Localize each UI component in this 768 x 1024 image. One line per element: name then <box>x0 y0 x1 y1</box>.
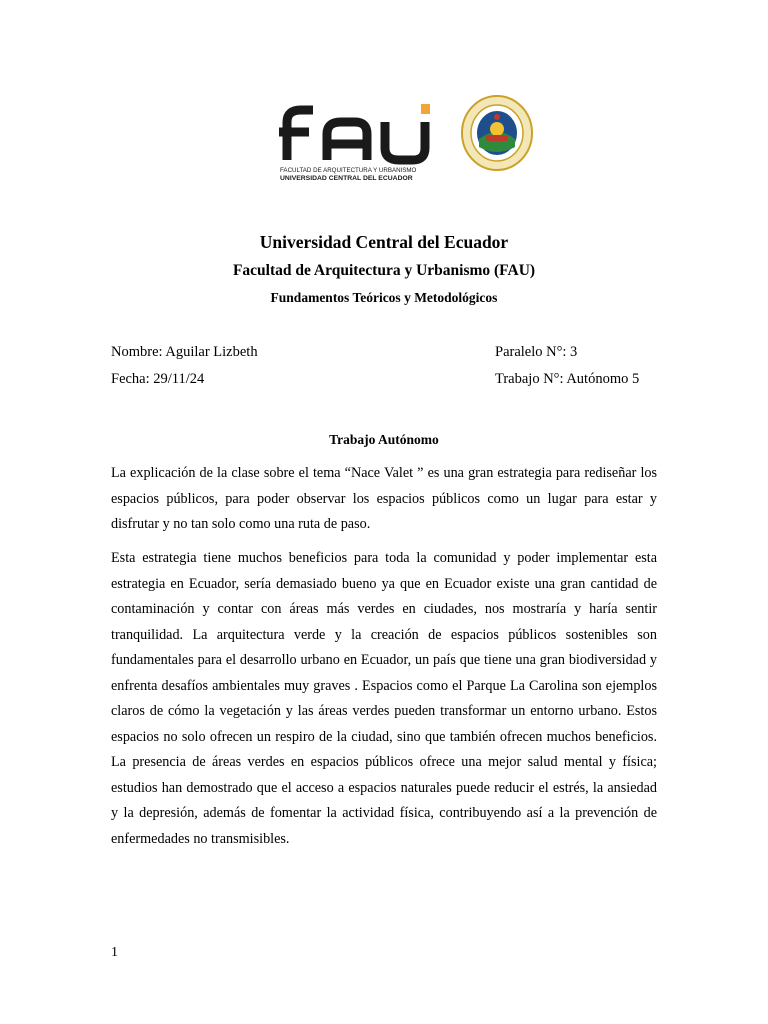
paragraph-2: Esta estrategia tiene muchos beneficios para toda la comunidad y poder implementar esta estrategia en Ecuador, sería demasiado bueno ya que en Ecuador existe una gran cantidad de contaminación y contar con áreas más verdes en ciudades, nos mostraría y haría sentir tranquilidad. La arquitectura verde y la creación de espacios públicos sostenibles son fundamentales para el desarrollo urbano en Ecuador, un país que tiene una gran biodiversidad y enfrenta desafíos ambientales muy graves . Espacios como el Parque La Carolina son ejemplos claros de cómo la vegetación y las áreas verdes pueden transformar un entorno urbano. Estos espacios no solo ofrecen un respiro de la ciudad, sino que también ofrecen muchos beneficios. La presencia de áreas verdes en espacios públicos ofrece una mejor salud mental y física; estudios han demostrado que el acceso a espacios naturales puede reducir el estrés, la ansiedad y la depresión, además de fomentar la actividad física, contribuyendo así a la prevención de enfermedades no transmisibles. <box>111 550 657 847</box>
faculty-subtitle: Facultad de Arquitectura y Urbanismo (FAU) <box>232 262 536 279</box>
work-number: Trabajo N°: Autónomo 5 <box>495 371 640 387</box>
logo-line2: UNIVERSIDAD CENTRAL DEL ECUADOR <box>280 175 413 182</box>
student-name: Nombre: Aguilar Lizbeth <box>111 344 258 360</box>
fau-logo <box>275 100 445 185</box>
logo-line1: FACULTAD DE ARQUITECTURA Y URBANISMO <box>280 167 417 174</box>
section-title: Trabajo Autónomo <box>329 432 439 447</box>
paralelo-number: Paralelo N°: 3 <box>495 344 578 360</box>
paragraph-1: La explicación de la clase sobre el tema “Nace Valet ” es una gran estrategia para rediseñar los espacios públicos, para poder observar los espacios públicos como un lugar para estar y disfrutar y no tan solo como una ruta de paso. <box>111 465 657 532</box>
university-seal <box>461 95 533 171</box>
header-logos <box>0 95 768 190</box>
subject-title: Fundamentos Teóricos y Metodológicos <box>270 290 498 305</box>
page-title: Universidad Central del Ecuador <box>259 232 509 252</box>
submission-date: Fecha: 29/11/24 <box>111 371 205 387</box>
page-number: 1 <box>111 945 118 960</box>
